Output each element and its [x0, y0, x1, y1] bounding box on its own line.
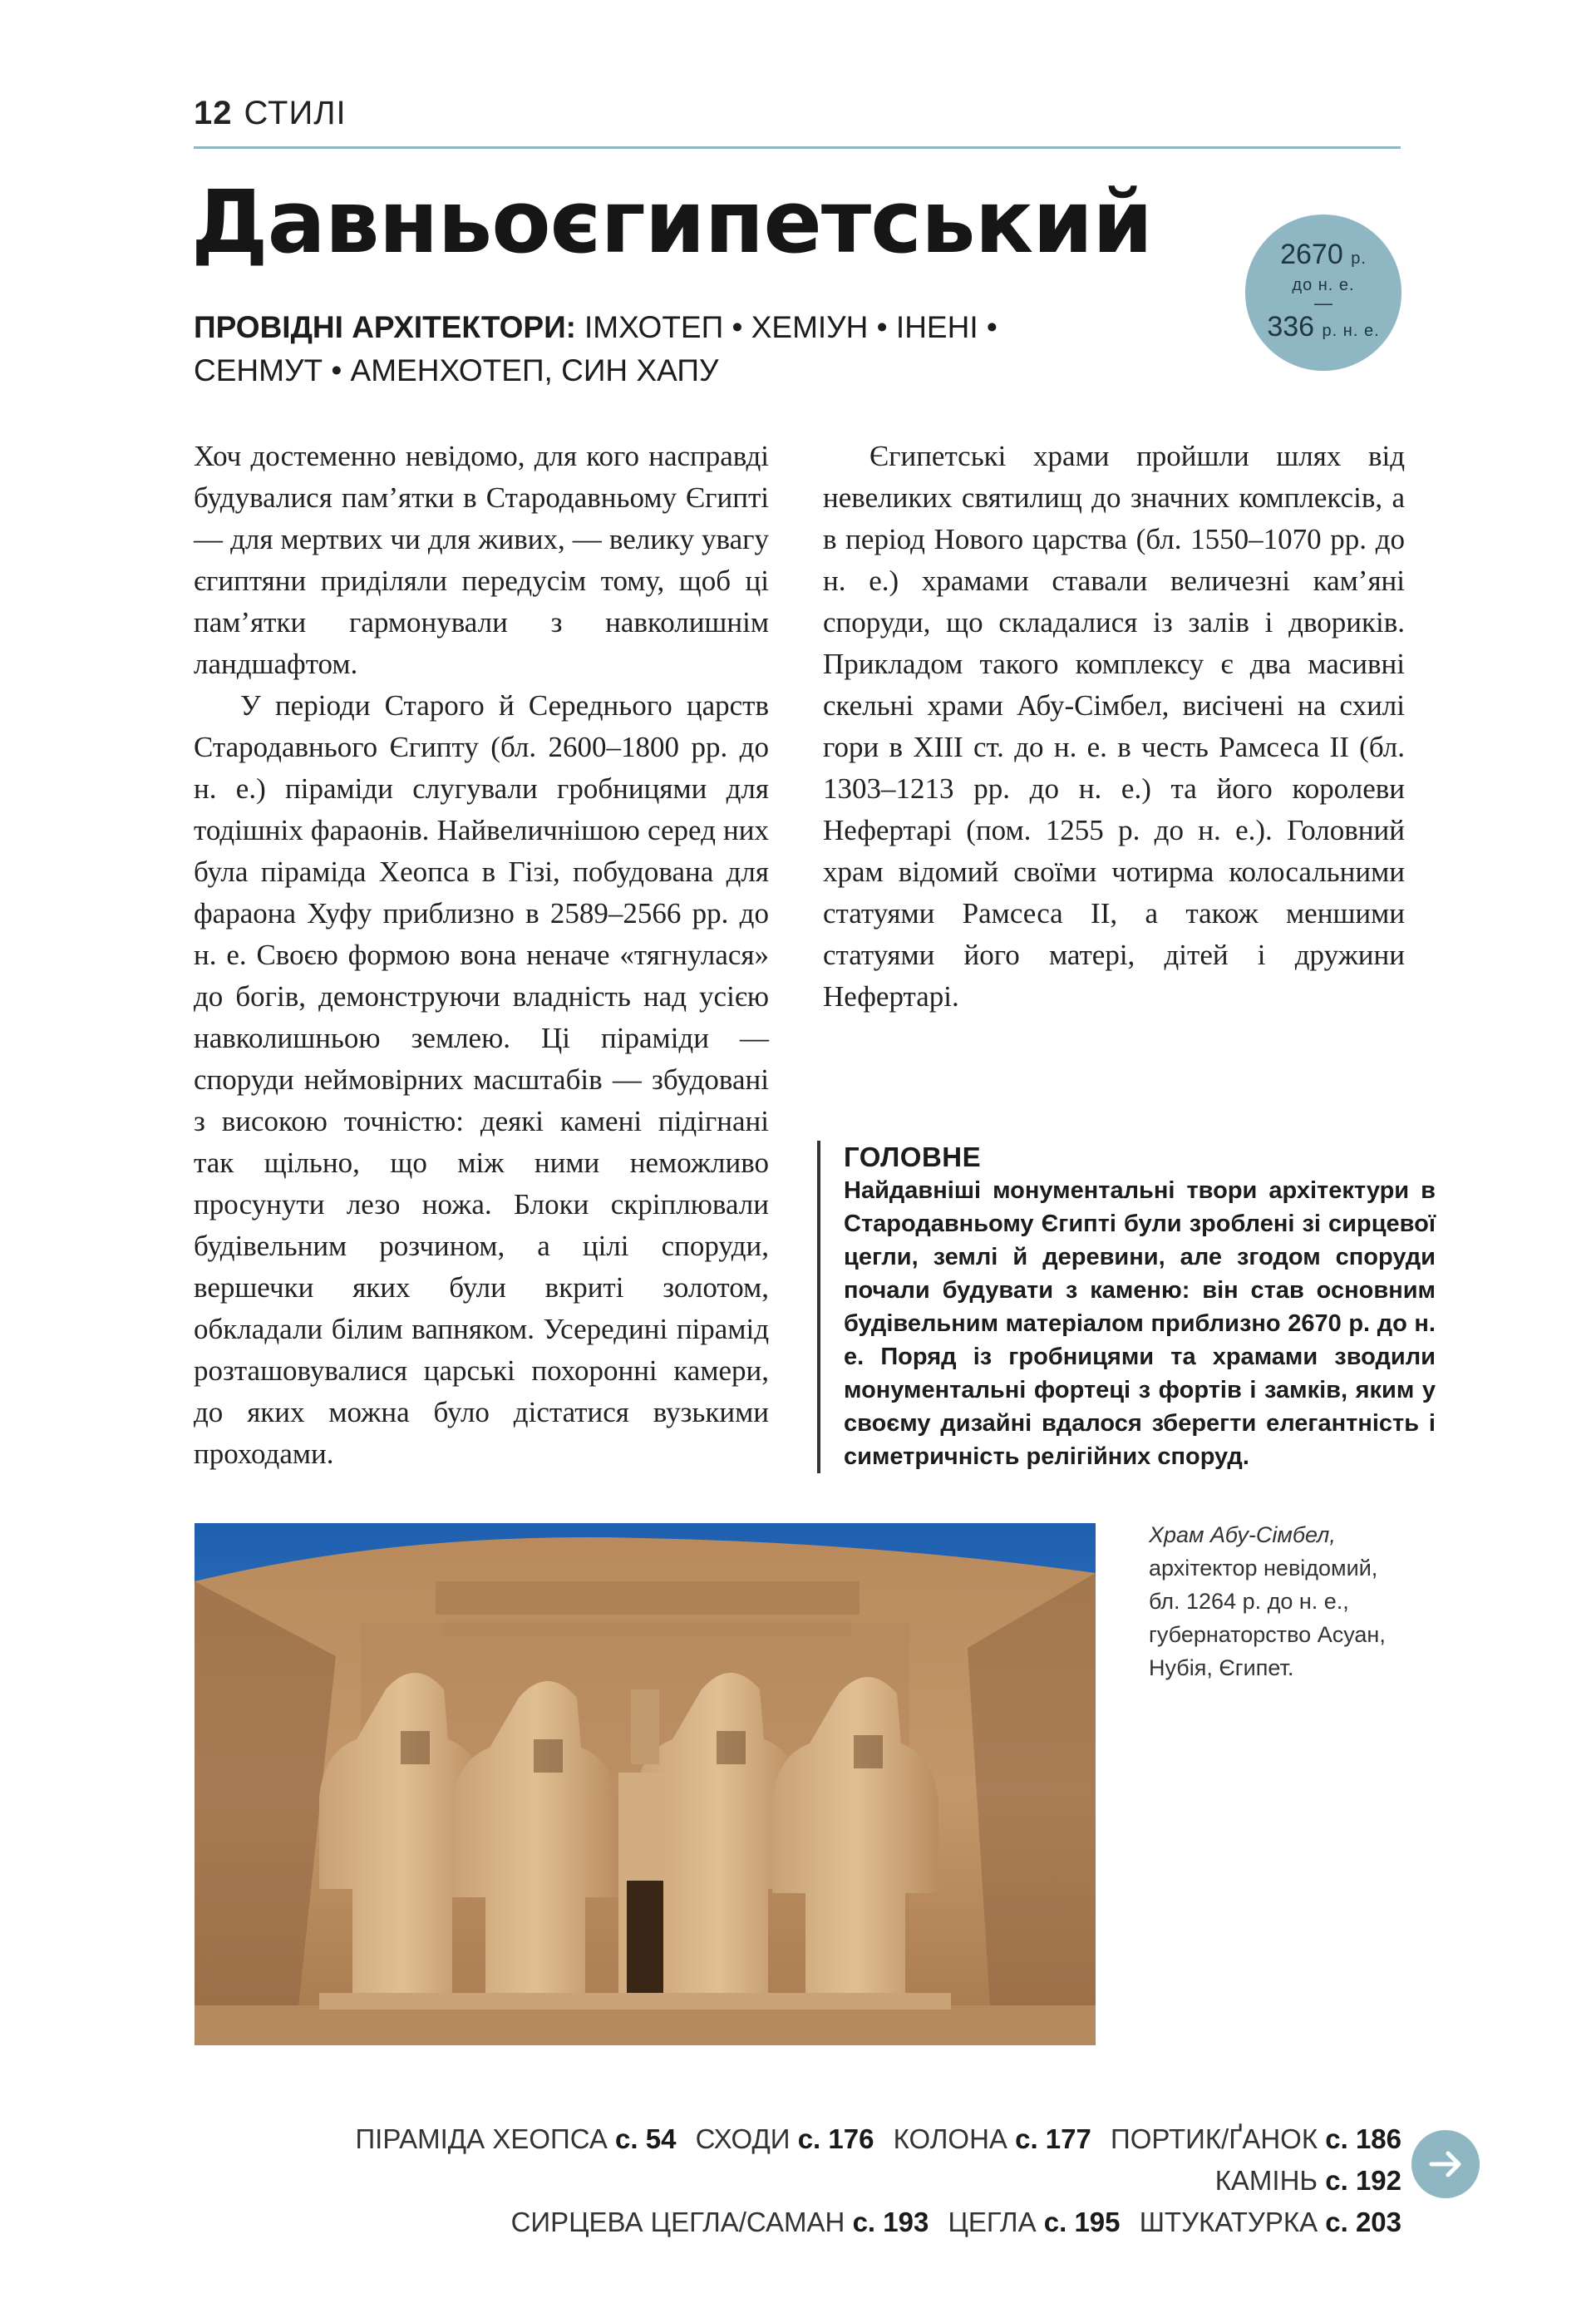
key-points-box: [817, 1141, 1436, 1473]
paragraph: Єгипетські храми пройшли шлях від невеликих святилищ до значних комплексів, а в період Нового царства (бл. 1550–1070 рр. до н. е.) храмами ставали величезні кам’яні споруди, що складалися із залів і двориків. Прикладом такого комплексу є два масивні скельні храми Абу-Сімбел, висічені на схилі гори в XIII ст. до н. е. в честь Рамсеса II (бл. 1303–1213 рр. до н. е.) та його королеви Нефертарі (пом. 1255 р. до н. е.). Головний храм відомий своїми чотирма колосальними статуями Рамсеса II, а також меншими статуями його матері, дітей і дружини Нефертарі.: [823, 440, 1405, 1013]
arrow-right-icon: [1426, 2145, 1465, 2183]
cross-ref-item[interactable]: [511, 2207, 929, 2237]
cross-ref-item[interactable]: [1111, 2123, 1401, 2154]
cross-ref-label: СИРЦЕВА ЦЕГЛА/САМАН: [510, 2207, 845, 2237]
architects-label: ПРОВІДНІ АРХІТЕКТОРИ:: [194, 310, 576, 344]
cross-ref-page: с. 54: [615, 2123, 677, 2154]
caption-text: архітектор невідомий, бл. 1264 р. до н. е., губернаторство Асуан, Нубія, Єгипет.: [1149, 1556, 1386, 1680]
cross-ref-item[interactable]: [696, 2123, 874, 2154]
cross-ref-page: с. 192: [1325, 2165, 1401, 2196]
cross-ref-label: СХОДИ: [695, 2123, 791, 2154]
cross-ref-label: ПОРТИК/ҐАНОК: [1111, 2123, 1318, 2154]
date-start-unit: р.: [1351, 249, 1367, 268]
cross-ref-item[interactable]: [948, 2207, 1120, 2237]
paragraph: Хоч достеменно невідомо, для кого насправді будувалися пам’ятки в Стародавньому Єгипті — для мертвих чи для живих, — велику увагу єгиптяни приділяли передусім тому, щоб ці пам’ятки гармонували з навколишнім ландшафтом.: [194, 440, 769, 680]
key-points-text: Найдавніші монументальні твори архітектури в Стародавньому Єгипті були зроблені зі сирцевої цегли, землі й деревини, але згодом споруди почали будувати з каменю: він став основним будівельним матеріалом приблизно 2670 р. до н. е. Поряд із гробницями та храмами зводили монументальні фортеці з фортів і замків, яким у своєму дизайні вдалося зберегти елегантність і симетричність релігійних споруд.: [844, 1177, 1436, 1470]
running-head: [194, 95, 347, 132]
header-rule: [194, 146, 1401, 149]
cross-ref-label: ЦЕГЛА: [948, 2207, 1037, 2237]
date-separator: —: [1314, 293, 1332, 313]
section-name: СТИЛІ: [244, 95, 347, 131]
body-column-right: [823, 436, 1405, 1018]
cross-ref-item[interactable]: [1140, 2207, 1401, 2237]
cross-ref-page: с. 177: [1015, 2123, 1091, 2154]
cross-ref-page: с. 186: [1325, 2123, 1401, 2154]
architects-names: ІМХОТЕП • ХЕМІУН • ІНЕНІ • СЕНМУТ • АМЕНХОТЕП, СИН ХАПУ: [194, 310, 998, 387]
key-points-title: ГОЛОВНЕ: [844, 1142, 982, 1172]
abu-simbel-photo: [195, 1523, 1096, 2045]
paragraph: У періоди Старого й Середнього царств Стародавнього Єгипту (бл. 2600–1800 рр. до н. е.) піраміди слугували гробницями для тодішніх фараонів. Найвеличнішою серед них була піраміда Хеопса в Гізі, побудована для фараона Хуфу приблизно в 2589–2566 рр. до н. е. Своєю формою вона неначе «тягнулася» до богів, демонструючи владність над усією навколишньою землею. Ці піраміди — споруди неймовірних масштабів — збудовані з високою точністю: деякі камені підігнані так щільно, що між ними неможливо просунути лезо ножа. Блоки скріплювали будівельним розчином, а цілі споруди, вершечки яких були вкриті золотом, обкладали білим вапняком. Усередині пірамід розташовувалися царські похоронні камери, до яких можна було дістатися вузькими проходами.: [194, 689, 769, 1470]
cross-ref-page: с. 195: [1043, 2207, 1121, 2237]
date-start: [1280, 239, 1367, 274]
body-column-left: [194, 436, 769, 1475]
page-number: 12: [194, 95, 233, 131]
cross-ref-page: с. 193: [852, 2207, 929, 2237]
date-start-year: 2670: [1280, 239, 1343, 270]
photo-caption: [1149, 1518, 1398, 1684]
cross-ref-label: ПІРАМІДА ХЕОПСА: [355, 2123, 608, 2154]
date-end-era: р. н. е.: [1322, 322, 1380, 340]
cross-ref-page: с. 203: [1325, 2207, 1401, 2237]
cross-ref-item[interactable]: [894, 2123, 1091, 2154]
cross-ref-item[interactable]: [1215, 2165, 1401, 2196]
date-end-year: 336: [1267, 311, 1315, 343]
cross-ref-label: КАМІНЬ: [1214, 2165, 1318, 2196]
next-page-button[interactable]: [1411, 2130, 1480, 2198]
cross-ref-label: КОЛОНА: [893, 2123, 1007, 2154]
caption-title: Храм Абу-Сімбел,: [1149, 1522, 1336, 1547]
date-badge: [1245, 215, 1401, 371]
page-title: Давньоєгипетський: [191, 171, 1152, 273]
cross-ref-page: с. 176: [797, 2123, 874, 2154]
date-start-era: до н. е.: [1292, 276, 1355, 294]
cross-ref-label: ШТУКАТУРКА: [1139, 2207, 1318, 2237]
date-end: [1267, 311, 1379, 347]
cross-ref-item[interactable]: [355, 2123, 676, 2154]
cross-references: [155, 2118, 1401, 2243]
leading-architects: [194, 306, 1125, 392]
